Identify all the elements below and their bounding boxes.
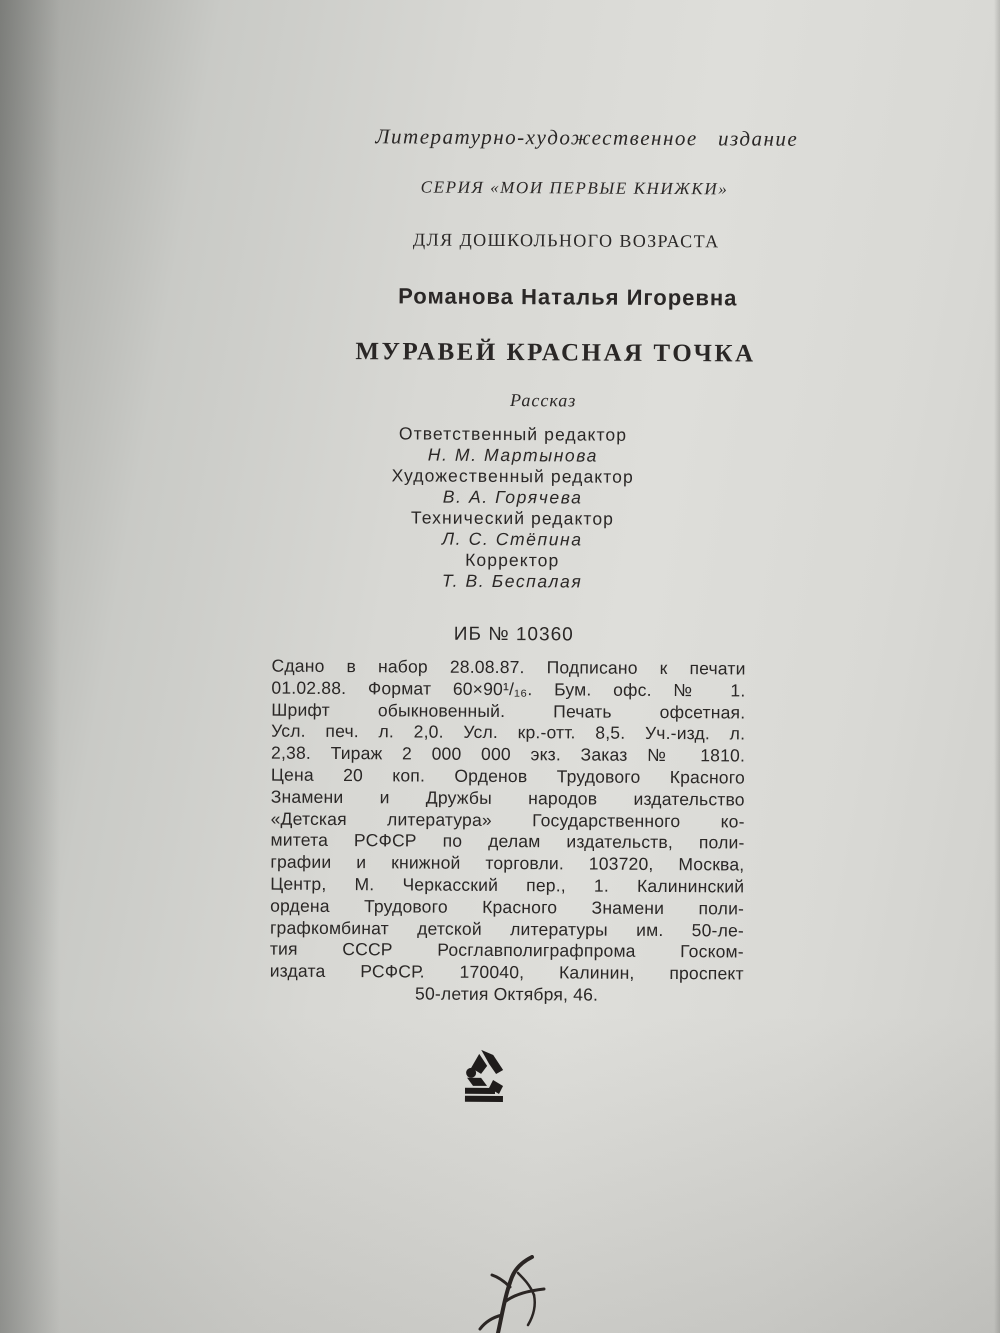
imprint-line: издата РСФСР. 170040, Калинин, проспект bbox=[269, 960, 744, 984]
imprint-line: 2,38. Тираж 2 000 000 экз. Заказ № 1810. bbox=[271, 742, 746, 766]
imprint-line: Усл. печ. л. 2,0. Усл. кр.-отт. 8,5. Уч.-изд. л. bbox=[271, 720, 746, 744]
audience-line: ДЛЯ ДОШКОЛЬНОГО ВОЗРАСТА bbox=[412, 229, 720, 252]
credit-role: Художественный редактор bbox=[391, 465, 634, 487]
book-title: МУРАВЕЙ КРАСНАЯ ТОЧКА bbox=[355, 338, 756, 368]
ib-number: ИБ № 10360 bbox=[453, 623, 574, 646]
credit-name: Л. С. Стёпина bbox=[442, 528, 583, 550]
series-line: СЕРИЯ «МОИ ПЕРВЫЕ КНИЖКИ» bbox=[420, 177, 729, 199]
imprint-line: Сдано в набор 28.08.87. Подписано к печати bbox=[271, 655, 746, 679]
imprint-line: Знамени и Дружбы народов издательство bbox=[270, 786, 745, 810]
imprint-line: ордена Трудового Красного Знамени поли- bbox=[270, 895, 745, 919]
imprint-line: митета РСФСР по делам издательств, поли- bbox=[270, 829, 745, 853]
imprint-line: 50-летия Октября, 46. bbox=[415, 983, 599, 1005]
credit-role: Ответственный редактор bbox=[398, 423, 628, 445]
credit-name: В. А. Горячева bbox=[442, 486, 583, 508]
author-name: Романова Наталья Игоревна bbox=[398, 283, 738, 311]
plant-stem-drawing bbox=[450, 1255, 580, 1333]
publisher-emblem-icon bbox=[459, 1046, 509, 1104]
imprint-line: Центр, М. Черкасский пер., 1. Калининский bbox=[270, 873, 745, 897]
credit-name: Н. М. Мартынова bbox=[427, 444, 599, 466]
imprint-block bbox=[270, 656, 746, 1008]
imprint-line: Шрифт обыкновенный. Печать офсетная. bbox=[271, 699, 746, 723]
imprint-line: тия СССР Росглавполиграфпрома Госком- bbox=[269, 938, 744, 962]
genre-line: Рассказ bbox=[510, 390, 577, 411]
credit-role: Технический редактор bbox=[410, 507, 615, 529]
imprint-line: Цена 20 коп. Орденов Трудового Красного bbox=[270, 764, 745, 788]
credits-block bbox=[0, 421, 1000, 595]
credit-name: Т. В. Беспалая bbox=[441, 570, 583, 592]
edition-type: Литературно-художественное издание bbox=[375, 124, 799, 151]
credit-role: Корректор bbox=[465, 549, 560, 571]
imprint-line: «Детская литература» Государственного ко- bbox=[270, 808, 745, 832]
imprint-line: графии и книжной торговли. 103720, Москва, bbox=[270, 851, 745, 875]
imprint-line: 01.02.88. Формат 60×90¹/₁₆. Бум. офс. № 1. bbox=[271, 677, 746, 701]
imprint-line: графкомбинат детской литературы им. 50-ле- bbox=[269, 917, 745, 941]
